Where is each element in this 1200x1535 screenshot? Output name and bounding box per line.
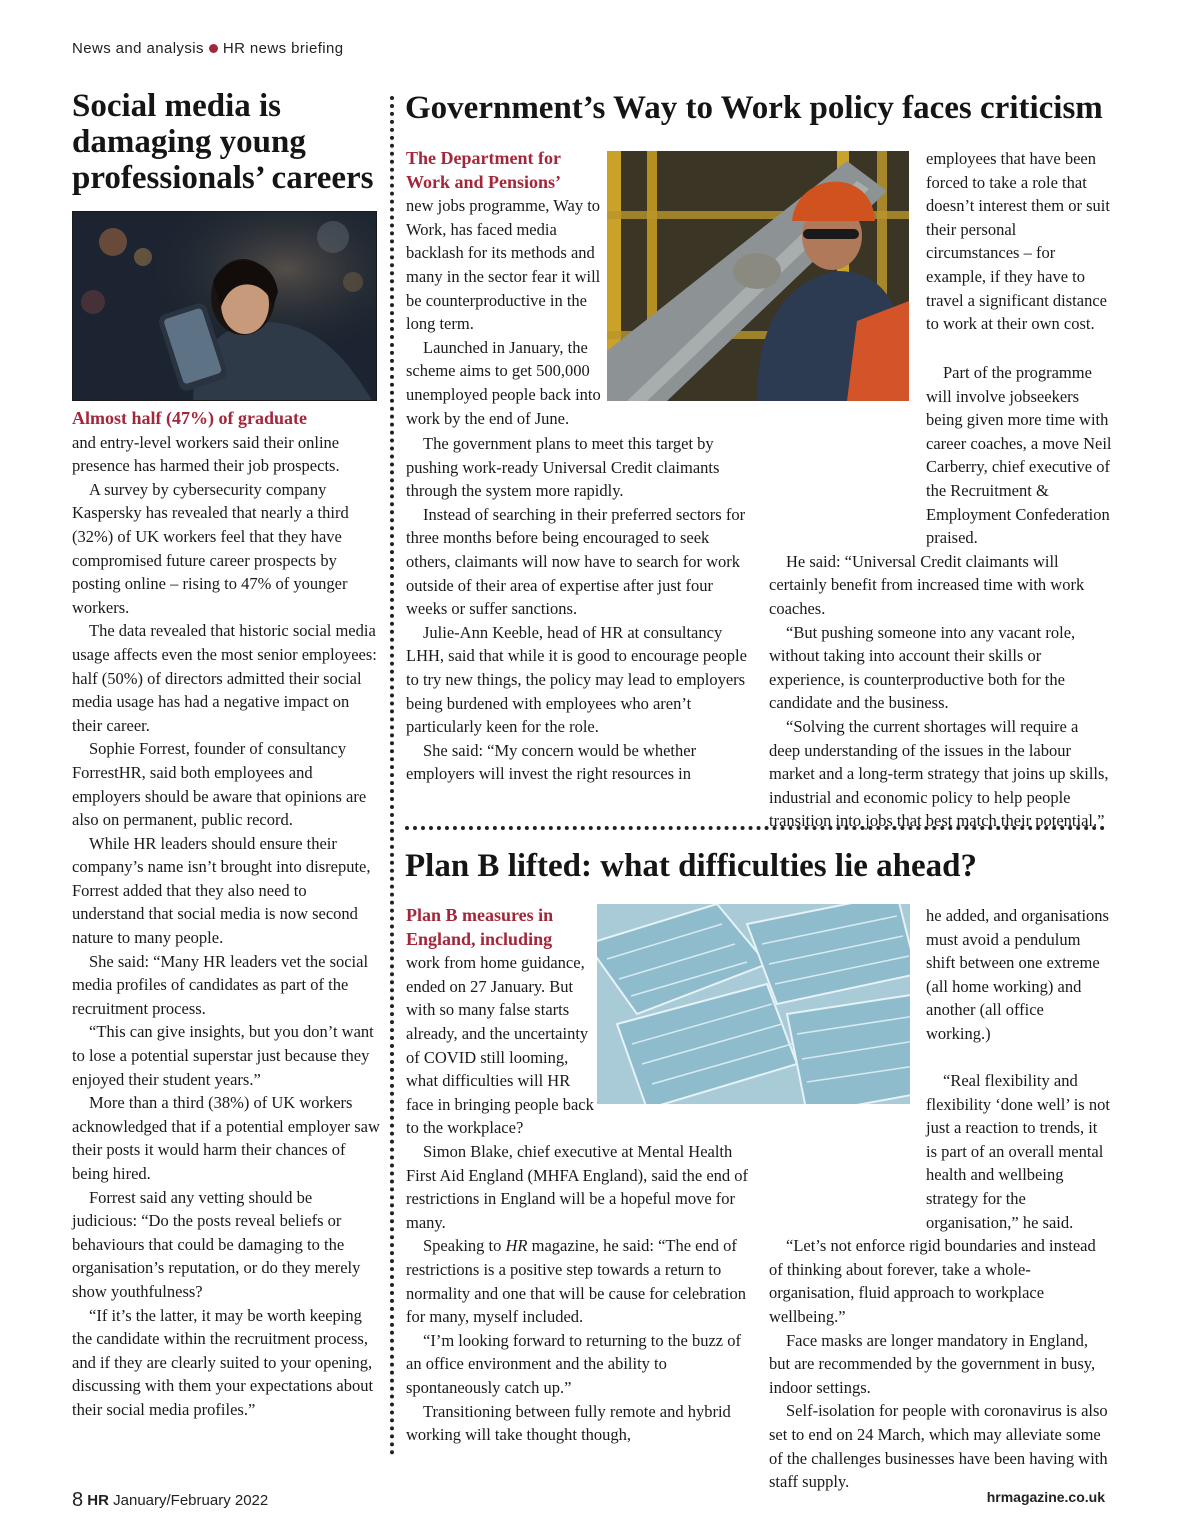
article3-col2-top [926,904,1112,1046]
article1-paragraph: “This can give insights, but you don’t want to lose a potential superstar just because they enjoyed their student years.” [72,1022,374,1089]
magazine-logo: HR [87,1492,109,1509]
article2-col1-bottom [406,432,751,786]
article3-paragraph: work from home guidance, ended on 27 January. But with so many false starts already, and the uncertainty of COVID still looming, what difficulties will HR face in bringing people back to the workplace? [406,953,594,1138]
article1-paragraph: More than a third (38%) of UK workers acknowledged that if a potential employer saw their posts it would harm their chances of being hired. [72,1093,380,1183]
page-number: 8 [72,1489,84,1511]
article1-paragraph: While HR leaders should ensure their company’s name isn’t brought into disrepute, Forrest added that they also need to understand that social media is now second nature to many people. [72,833,371,948]
article2-headline: Government’s Way to Work policy faces criticism [405,90,1103,126]
column-divider-dotted [390,96,394,1456]
article2-lead: The Department for Work and Pensions’ [406,148,562,192]
article3-paragraph: “Let’s not enforce rigid boundaries and instead of thinking about forever, take a whole-organisation, fluid approach to workplace wellbeing.” [769,1236,1096,1326]
article2-col2-bottom [769,361,1112,833]
article3-magazine-name: HR [505,1236,528,1256]
article3-col1-bottom [406,1140,751,1447]
article1-paragraph: The data revealed that historic social media usage affects even the most senior employees: half (50%) of directors admitted their social media usage has had a negative impact on their career. [72,621,377,735]
article2-col2-top [926,147,1112,336]
article2-paragraph: “Solving the current shortages will require a deep understanding of the issues in the labour market and a long-term strategy that joins up skills, industrial and economic policy to help people transition into jobs that best match their potential.” [769,716,1109,831]
article3-col2-bottom [769,1069,1112,1494]
article1-paragraph: “If it’s the latter, it may be worth keeping the candidate within the recruitment process, and if they are clearly suited to your opening, discussing with them your expectations about their social media profiles.” [72,1305,374,1419]
article2-paragraph: He said: “Universal Credit claimants will certainly benefit from increased time with work coaches. [769,551,1085,618]
article3-lead: Plan B measures in England, including [406,905,554,949]
article2-paragraph: Julie-Ann Keeble, head of HR at consultancy LHH, said that while it is good to encourage people to try new things, the policy may lead to employers being burdened with employees who aren’t particularly keen for the role. [406,622,747,737]
article1-lead: Almost half (47%) of graduate [72,408,307,428]
article3-paragraph: Transitioning between fully remote and hybrid working will take thought though, [406,1401,731,1445]
article2-paragraph: Part of the programme will involve jobseekers being given more time with career coaches, a move Neil Carberry, chief executive of the Recruitment & Employment Confederation praised. [926,363,1112,548]
article3-paragraph: Self-isolation for people with coronavirus is also set to end on 24 March, which may alleviate some of the challenges businesses have been having with staff supply. [769,1401,1108,1492]
article3-text: magazine, he said: “The end of restrictions is a positive step towards a return to normality and one that will be cause for celebration for many, myself included. [406,1236,746,1327]
article3-text: Speaking to [423,1236,506,1256]
article1-paragraph: Forrest said any vetting should be judicious: “Do the posts reveal beliefs or behaviours that could be damaging to the organisation’s reputation, or do they merely show youthfulness? [72,1187,361,1301]
footer-page-info [72,1489,268,1512]
website-link[interactable]: hrmagazine.co.uk [986,1489,1105,1505]
article1-paragraph: A survey by cybersecurity company Kaspersky has revealed that nearly a third (32%) of UK workers feel that they have compromised future career prospects by posting online – rising to 47% of younger workers. [72,479,349,617]
article3-paragraph: “I’m looking forward to returning to the buzz of an office environment and the ability to spontaneously catch up.” [406,1330,741,1397]
article3-paragraph: Simon Blake, chief executive at Mental Health First Aid England (MHFA England), said the end of restrictions in England will be a hopeful move for many. [406,1142,749,1232]
subsection-name: HR news briefing [222,40,344,57]
article1-photo-woman-phone [72,211,377,401]
article2-paragraph: Launched in January, the scheme aims to get 500,000 unemployed people back into work by the end of June. [406,337,601,428]
woman-phone-image [73,212,377,401]
article3-paragraph: Face masks are longer mandatory in England, but are recommended by the government in busy, indoor settings. [769,1330,1096,1397]
article1-body [72,407,380,1422]
bullet-dot-icon [209,44,218,53]
article2-paragraph: “But pushing someone into any vacant role, without taking into account their skills or experience, is counterproductive both for the candidate and the business. [769,622,1076,713]
article3-paragraph: “Real flexibility and flexibility ‘done well’ is not just a reaction to trends, it is part of an overall mental health and wellbeing strategy for the organisation,” he said. [926,1071,1110,1232]
section-breadcrumb [72,40,344,57]
article3-headline: Plan B lifted: what difficulties lie ahead? [405,848,977,884]
issue-date: January/February 2022 [113,1492,269,1509]
article1-paragraph: Sophie Forrest, founder of consultancy ForrestHR, said both employees and employers should be aware that opinions are also on permanent, public record. [72,739,367,830]
section-name: News and analysis [72,40,204,57]
article2-paragraph: new jobs programme, Way to Work, has faced media backlash for its methods and many in the sector fear it will be counterproductive in the long term. [406,196,601,334]
article2-paragraph: Instead of searching in their preferred sectors for three months before being encouraged to seek others, claimants will now have to search for work outside of their area of expertise after just four weeks or suffer sanctions. [406,504,746,619]
article3-paragraph: he added, and organisations must avoid a pendulum shift between one extreme (all home working) and another (all office working.) [926,906,1109,1043]
article3-col1-top [406,904,594,1140]
article2-paragraph: The government plans to meet this target by pushing work-ready Universal Credit claimants through the system more rapidly. [406,434,720,501]
article1-lead-rest: and entry-level workers said their online presence has harmed their job prospects. [72,432,340,476]
article1-paragraph: She said: “Many HR leaders vet the social media profiles of candidates as part of the recruitment process. [72,951,369,1018]
article2-paragraph: employees that have been forced to take a role that doesn’t interest them or suit their personal circumstances – for example, if they have to travel a significant distance to work at their own cost. [926,149,1110,334]
article3-paragraph-speaking [406,1234,751,1328]
article1-headline: Social media is damaging young professionals’ careers [72,88,374,196]
article2-paragraph: She said: “My concern would be whether employers will invest the right resources in [406,740,697,784]
article2-col1-top [406,147,606,430]
